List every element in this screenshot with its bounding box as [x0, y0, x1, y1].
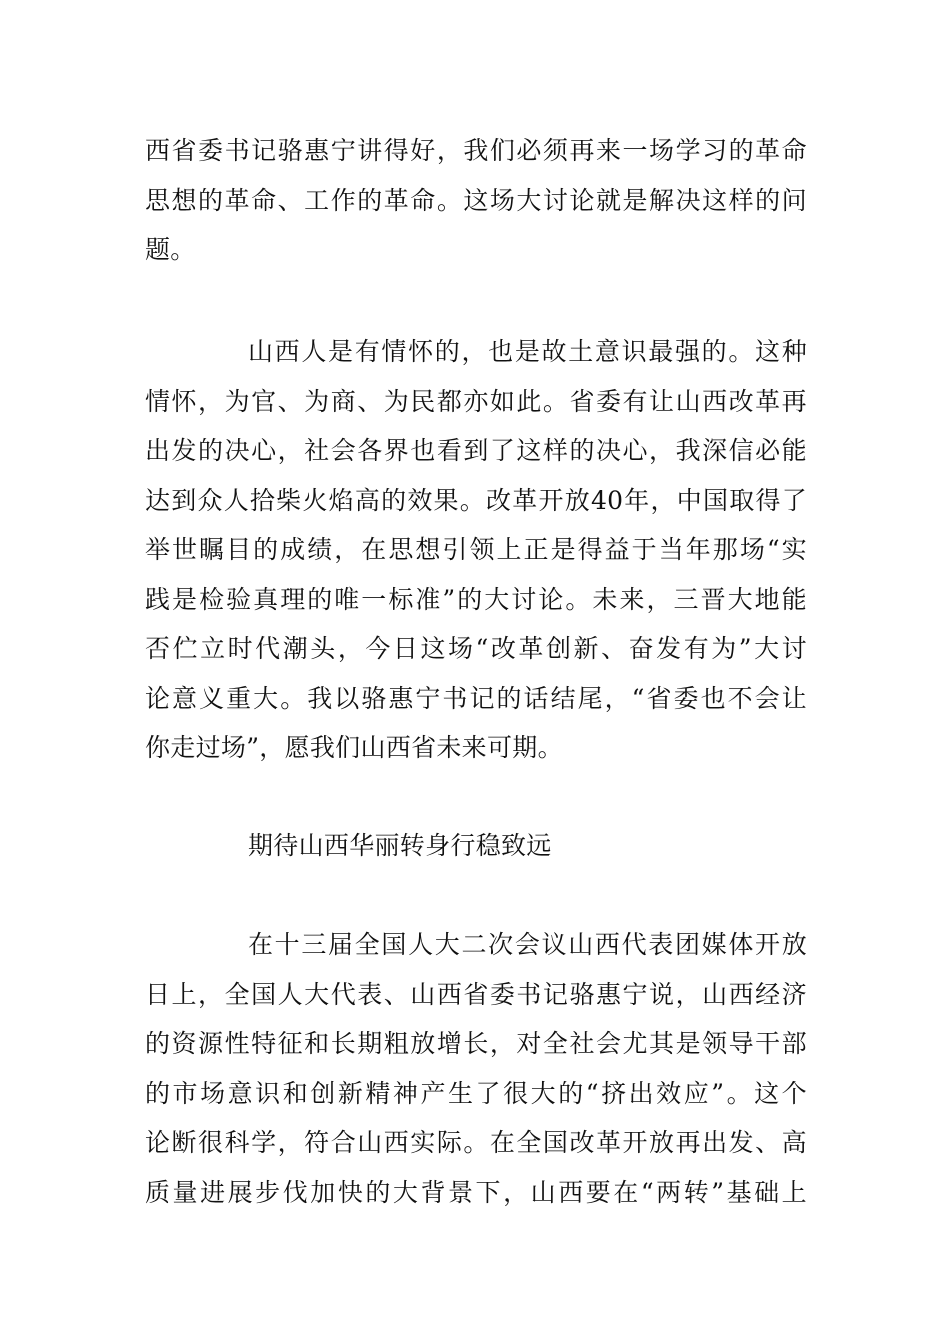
paragraph-line: 日上，全国人大代表、山西省委书记骆惠宁说，山西经济 — [145, 979, 807, 1009]
paragraph-line: 质量进展步伐加快的大背景下，山西要在“两转”基础上 — [145, 1177, 807, 1207]
paragraph-line: 达到众人拾柴火焰高的效果。改革开放40年，中国取得了 — [145, 485, 807, 515]
paragraph-line: 的资源性特征和长期粗放增长，对全社会尤其是领导干部 — [145, 1029, 807, 1058]
paragraph-line: 题。 — [145, 235, 196, 264]
paragraph-line: 思想的革命、工作的革命。这场大讨论就是解决这样的问 — [145, 185, 807, 215]
paragraph-line: 的市场意识和创新精神产生了很大的“挤出效应”。这个 — [145, 1078, 807, 1108]
paragraph-2 — [145, 327, 807, 773]
paragraph-line: 论断很科学，符合山西实际。在全国改革开放再出发、高 — [145, 1128, 807, 1157]
paragraph-line: 你走过场”，愿我们山西省未来可期。 — [145, 733, 563, 762]
paragraph-line: 西省委书记骆惠宁讲得好，我们必须再来一场学习的革命 — [145, 136, 807, 165]
paragraph-3 — [145, 920, 807, 1217]
paragraph-line: 举世瞩目的成绩，在思想引领上正是得益于当年那场“实 — [145, 535, 807, 564]
paragraph-line: 践是检验真理的唯一标准”的大讨论。未来，三晋大地能 — [145, 584, 807, 614]
section-heading: 期待山西华丽转身行稳致远 — [248, 831, 552, 860]
paragraph-line: 在十三届全国人大二次会议山西代表团媒体开放 — [248, 930, 807, 959]
paragraph-line: 情怀，为官、为商、为民都亦如此。省委有让山西改革再 — [145, 386, 807, 416]
paragraph-line: 否伫立时代潮头，今日这场“改革创新、奋发有为”大讨 — [145, 634, 807, 663]
paragraph-line: 论意义重大。我以骆惠宁书记的话结尾，“省委也不会让 — [145, 683, 807, 713]
paragraph-line: 山西人是有情怀的，也是故土意识最强的。这种 — [248, 337, 807, 366]
paragraph-1 — [145, 126, 807, 275]
paragraph-line: 出发的决心，社会各界也看到了这样的决心，我深信必能 — [145, 436, 807, 465]
